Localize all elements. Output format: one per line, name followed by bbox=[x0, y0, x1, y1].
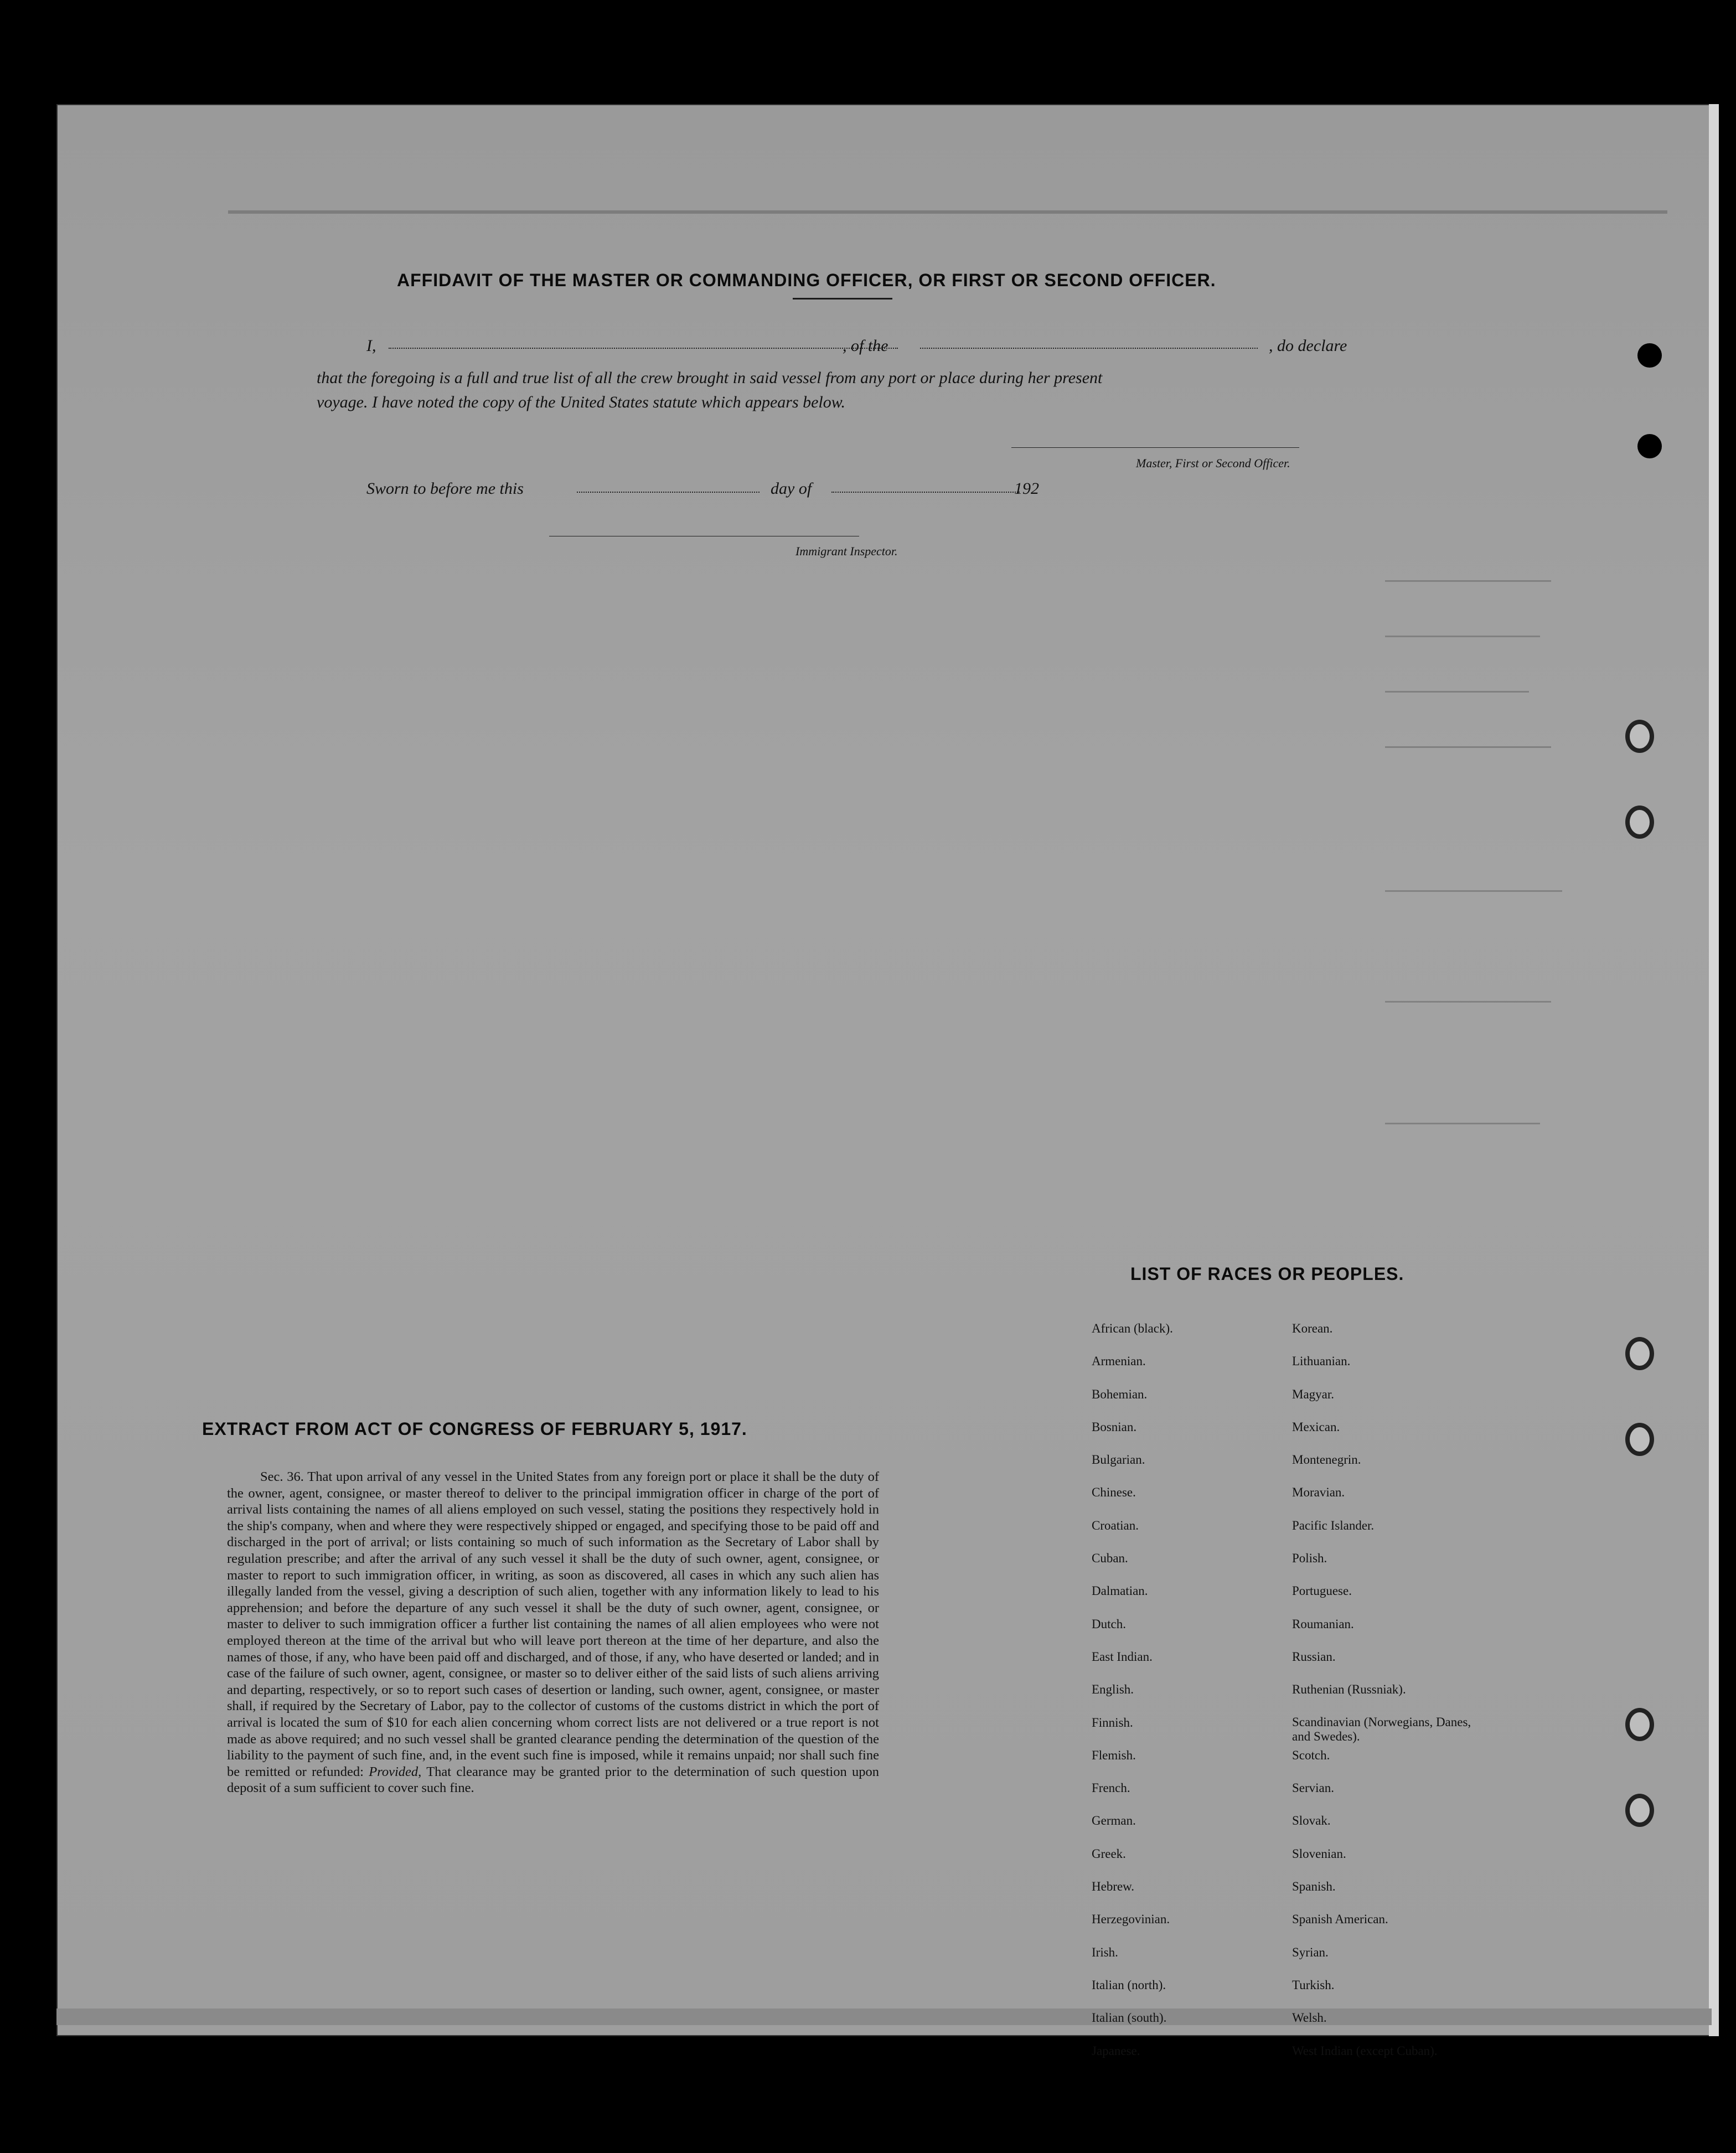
extract-text-end: That clearance may be granted prior to the determination of such question upon deposit of a sum sufficient to cover such fine. bbox=[227, 1764, 880, 1796]
race-item: Portuguese. bbox=[1292, 1584, 1352, 1598]
race-item: Italian (north). bbox=[1092, 1978, 1166, 1992]
race-item: Chinese. bbox=[1092, 1485, 1136, 1500]
punch-hole-icon bbox=[1637, 434, 1662, 458]
sworn-day-of: day of bbox=[771, 479, 812, 498]
race-item: African (black). bbox=[1092, 1321, 1173, 1335]
race-item: Spanish American. bbox=[1292, 1912, 1388, 1927]
race-item: German. bbox=[1092, 1814, 1136, 1828]
races-left-column bbox=[1092, 1321, 1173, 2076]
race-item: Croatian. bbox=[1092, 1518, 1139, 1532]
punch-hole-icon bbox=[1637, 343, 1662, 368]
affidavit-do-declare: , do declare bbox=[1269, 337, 1347, 355]
race-item: Greek. bbox=[1092, 1846, 1126, 1861]
vessel-name-field[interactable] bbox=[920, 348, 1258, 349]
race-item: Montenegrin. bbox=[1292, 1453, 1361, 1467]
race-item: Pacific Islander. bbox=[1292, 1518, 1375, 1532]
race-item: Magyar. bbox=[1292, 1387, 1335, 1401]
sworn-month-field[interactable] bbox=[831, 492, 1020, 493]
bleed-through-name bbox=[1385, 1101, 1540, 1124]
inspector-label: Immigrant Inspector. bbox=[795, 544, 898, 558]
bleed-through-name bbox=[1385, 868, 1562, 892]
punch-hole-icon bbox=[1625, 1423, 1654, 1456]
race-item: East Indian. bbox=[1092, 1649, 1153, 1664]
race-item: Dutch. bbox=[1092, 1617, 1126, 1631]
race-item: West Indian (except Cuban). bbox=[1292, 2043, 1438, 2058]
extract-provided: Provided, bbox=[369, 1764, 422, 1779]
race-item: Scandinavian (Norwegians, Danes, and Swedes). bbox=[1292, 1715, 1471, 1743]
sworn-day-field[interactable] bbox=[577, 492, 760, 493]
race-item: Japanese. bbox=[1092, 2043, 1140, 2058]
paper-edge bbox=[1709, 104, 1719, 2036]
extract-title: EXTRACT FROM ACT OF CONGRESS OF FEBRUARY 5, 1917. bbox=[202, 1419, 747, 1439]
race-item: Slovenian. bbox=[1292, 1846, 1346, 1861]
bleed-through-name bbox=[1385, 669, 1529, 693]
punch-hole-icon bbox=[1625, 1708, 1654, 1741]
race-item: Welsh. bbox=[1292, 2011, 1327, 2025]
affidavit-title: AFFIDAVIT OF THE MASTER OR COMMANDING OFFICER, OR FIRST OR SECOND OFFICER. bbox=[397, 270, 1216, 290]
race-item: Irish. bbox=[1092, 1945, 1118, 1959]
race-item: Roumanian. bbox=[1292, 1617, 1354, 1631]
bleed-through-name bbox=[1385, 613, 1540, 637]
bleed-through-heading bbox=[228, 210, 1667, 241]
race-item: Bosnian. bbox=[1092, 1419, 1137, 1434]
extract-section-label: Sec. 36. bbox=[260, 1469, 304, 1484]
race-item: Armenian. bbox=[1092, 1354, 1146, 1369]
extract-text: That upon arrival of any vessel in the United States from any foreign port or place it shall be the duty of the owner, agent, consignee, or master thereof to deliver to the principal immigration officer in charge of the port of arrival lists containing the names of all aliens employed on such vessel, stating the positions they respectively hold in the ship's company, when and where they were respectively shipped or engaged, and specifying those to be paid off and discharged in the port of arrival; or lists containing so much of such information as the Secretary of Labor shall by regulation prescribe; and after the arrival of any such vessel it shall be the duty of such owner, agent, consignee, or master to report to such immigration officer, in writing, as soon as discovered, all cases in which any such alien has illegally landed from the vessel, giving a description of such alien, together with any information likely to lead to his apprehension; and before the departure of any such vessel it shall be the duty of such owner, agent, consignee, or master to deliver to such immigration officer a further list containing the names of all alien employees who were not employed thereon at the time of the arrival but who will leave port thereon at the time of her departure, and also the names of those, if any, who have been paid off and discharged, and of those, if any, who have deserted or landed; and in case of the failure of such owner, agent, consignee, or master so to deliver either of the said lists of such aliens arriving and departing, respectively, or so to report such cases of desertion or landing, such owner, agent, consignee, or master shall, if required by the Secretary of Labor, pay to the collector of customs of the customs district in which the port of arrival is located the sum of $10 for each alien concerning whom correct lists are not delivered or a true report is not made as above required; and no such vessel shall be granted clearance pending the determination of the question of the liability to the payment of such fine, and, in the event such fine is imposed, while it remains unpaid; nor shall such fine be remitted or refunded: bbox=[227, 1469, 880, 1779]
race-item: Italian (south). bbox=[1092, 2011, 1167, 2025]
race-item: Slovak. bbox=[1292, 1814, 1331, 1828]
affidavit-title-rule bbox=[793, 298, 892, 300]
race-item: Russian. bbox=[1292, 1649, 1336, 1664]
affidavit-of-the: , of the bbox=[843, 337, 888, 355]
race-item: Herzegovinian. bbox=[1092, 1912, 1170, 1927]
race-item: Lithuanian. bbox=[1292, 1354, 1351, 1369]
race-item: English. bbox=[1092, 1682, 1134, 1697]
race-item: Korean. bbox=[1292, 1321, 1333, 1335]
affidavit-statement-cont: voyage. I have noted the copy of the United States statute which appears below. bbox=[317, 393, 846, 411]
punch-hole-icon bbox=[1625, 1794, 1654, 1827]
sworn-prefix: Sworn to before me this bbox=[366, 479, 524, 498]
race-item: Scotch. bbox=[1292, 1748, 1330, 1762]
race-item: Syrian. bbox=[1292, 1945, 1329, 1959]
race-item: Flemish. bbox=[1092, 1748, 1136, 1762]
race-item: Bulgarian. bbox=[1092, 1453, 1145, 1467]
bleed-through-name bbox=[1385, 724, 1551, 748]
punch-hole-icon bbox=[1625, 720, 1654, 753]
race-item: Ruthenian (Russniak). bbox=[1292, 1682, 1406, 1697]
bleed-through-name bbox=[1385, 979, 1551, 1003]
race-item: Servian. bbox=[1292, 1781, 1335, 1795]
races-title: LIST OF RACES OR PEOPLES. bbox=[1130, 1264, 1404, 1284]
race-item: Dalmatian. bbox=[1092, 1584, 1148, 1598]
race-item: Finnish. bbox=[1092, 1715, 1133, 1729]
race-item: Spanish. bbox=[1292, 1880, 1336, 1894]
race-item: Cuban. bbox=[1092, 1551, 1128, 1566]
race-item: Hebrew. bbox=[1092, 1880, 1135, 1894]
extract-body bbox=[227, 1469, 879, 1796]
officer-signature-line[interactable] bbox=[1011, 447, 1299, 448]
master-name-field[interactable] bbox=[389, 348, 898, 349]
bleed-through-name bbox=[1385, 558, 1551, 582]
races-right-column bbox=[1292, 1321, 1491, 2076]
signature-label: Master, First or Second Officer. bbox=[1136, 456, 1290, 470]
sworn-year: 192 bbox=[1014, 479, 1039, 498]
race-item: Polish. bbox=[1292, 1551, 1327, 1566]
punch-hole-icon bbox=[1625, 1337, 1654, 1370]
affidavit-statement: that the foregoing is a full and true list of all the crew brought in said vessel from any port or place during her present bbox=[317, 369, 1103, 387]
affidavit-i: I, bbox=[366, 337, 376, 355]
race-item: French. bbox=[1092, 1781, 1130, 1795]
punch-hole-icon bbox=[1625, 806, 1654, 839]
manifest-page bbox=[56, 104, 1715, 2058]
race-item: Turkish. bbox=[1292, 1978, 1335, 1992]
race-item: Mexican. bbox=[1292, 1419, 1340, 1434]
race-item: Moravian. bbox=[1292, 1485, 1345, 1500]
race-item: Bohemian. bbox=[1092, 1387, 1148, 1401]
